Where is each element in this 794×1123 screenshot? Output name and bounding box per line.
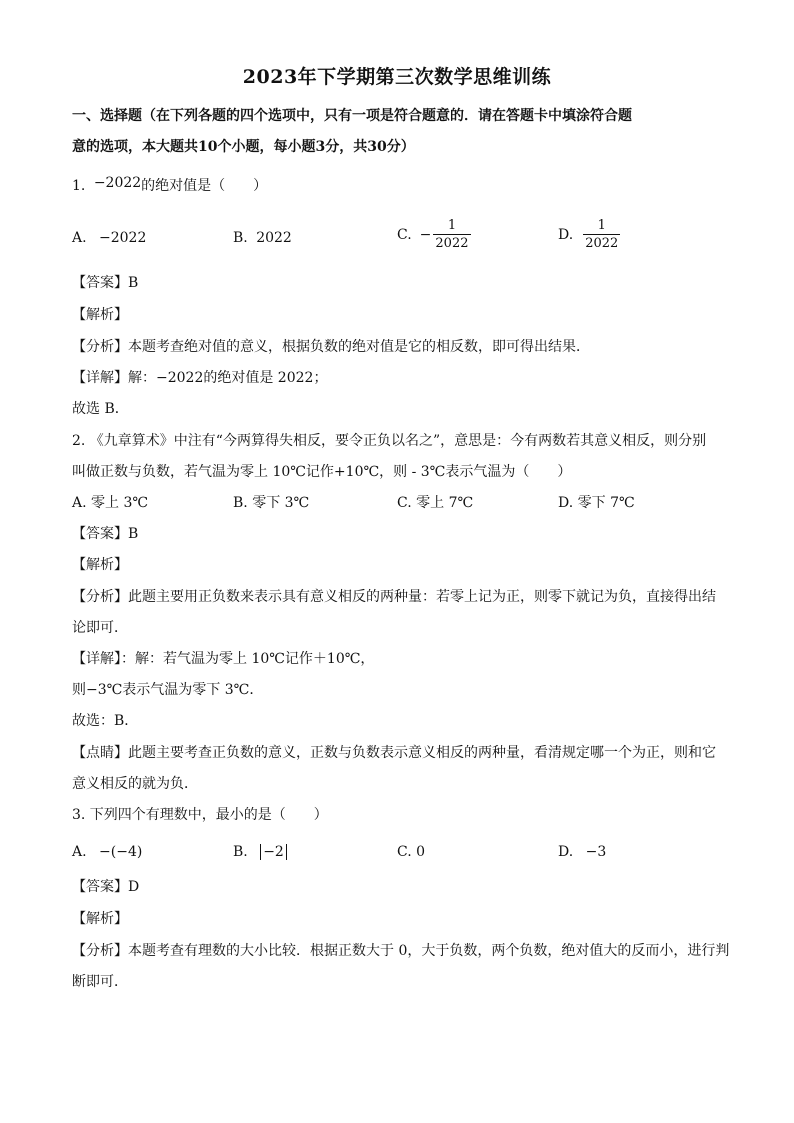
question-1-option-b	[233, 228, 292, 248]
fraction-denominator: 2022	[585, 236, 619, 251]
option-label: D.	[558, 226, 574, 243]
question-1-stem	[72, 176, 267, 196]
question-2-analysis-line-2: 论即可．	[72, 620, 128, 636]
section-heading-line-2: 意的选项，本大题共10个小题，每小题3分，共30分）	[72, 139, 415, 155]
question-2-option-b: B. 零下 3℃	[233, 495, 310, 511]
question-1-detail: 【详解】解：−2022的绝对值是 2022；	[72, 370, 328, 386]
option-value: −3	[585, 844, 607, 860]
option-label: A.	[72, 844, 87, 860]
section-heading-line-1: 一、选择题（在下列各题的四个选项中，只有一项是符合题意的．请在答题卡中填涂符合题	[72, 108, 632, 124]
question-2-note-line-1: 【点睛】此题主要考查正负数的意义，正数与负数表示意义相反的两种量，看清规定哪一个为正，则和它	[72, 745, 716, 761]
question-2-conclusion: 故选：B．	[72, 713, 139, 729]
option-label: B.	[233, 230, 248, 246]
question-3-analysis-line-1: 【分析】本题考查有理数的大小比较．根据正数大于 0，大于负数，两个负数，绝对值大的反而小，进行判	[72, 943, 730, 959]
question-2-detail-line-2: 则−3℃表示气温为零下 3℃．	[72, 682, 264, 698]
question-1-answer: 【答案】B	[72, 275, 139, 291]
question-2-stem-line-2: 叫做正数与负数，若气温为零上 10℃记作+10℃，则 - 3℃表示气温为（ ）	[72, 464, 572, 480]
question-2-stem-line-1: 2. 《九章算术》中注有“今两算得失相反，要令正负以名之”，意思是：今有两数若其意义相反，则分别	[72, 433, 707, 449]
option-value: −(−4)	[99, 844, 143, 860]
option-sign: −	[419, 226, 432, 243]
option-label: A.	[72, 230, 87, 246]
question-1-option-a	[72, 228, 146, 248]
question-1-number: 1.	[72, 178, 86, 194]
question-3-stem: 3. 下列四个有理数中，最小的是（ ）	[72, 807, 328, 823]
question-1-analysis-heading: 【解析】	[72, 307, 128, 323]
question-3-answer: 【答案】D	[72, 879, 140, 895]
question-1-option-c	[397, 217, 471, 252]
page-title: 2023年下学期第三次数学思维训练	[242, 66, 552, 88]
question-2-option-a: A. 零上 3℃	[72, 495, 149, 511]
question-2-option-d: D. 零下 7℃	[558, 495, 635, 511]
fraction-numerator: 1	[597, 218, 606, 233]
question-1-option-d	[558, 217, 620, 252]
option-label: B.	[233, 844, 248, 860]
option-value: −2022	[99, 230, 147, 246]
question-1-expression: −2022	[93, 175, 142, 191]
fraction	[433, 217, 470, 252]
question-3-analysis-line-2: 断即可．	[72, 974, 128, 990]
question-3-option-c: C. 0	[397, 844, 426, 860]
question-2-option-c: C. 零上 7℃	[397, 495, 474, 511]
question-3-analysis-heading: 【解析】	[72, 911, 128, 927]
absolute-value-expression: −2	[260, 844, 287, 860]
question-2-note-line-2: 意义相反的就为负．	[72, 776, 198, 792]
question-2-detail-line-1: 【详解】：解：若气温为零上 10℃记作＋10℃，	[72, 651, 375, 667]
question-3-option-b	[233, 842, 287, 862]
question-2-analysis-heading: 【解析】	[72, 557, 128, 573]
question-3-option-a	[72, 842, 142, 862]
option-label: D.	[558, 844, 574, 860]
fraction	[583, 217, 620, 252]
question-3-option-d	[558, 842, 606, 862]
question-2-answer: 【答案】B	[72, 526, 139, 542]
option-value: 2022	[256, 230, 292, 246]
fraction-denominator: 2022	[435, 236, 469, 251]
question-1-conclusion: 故选 B．	[72, 401, 129, 417]
question-2-analysis-line-1: 【分析】此题主要用正负数来表示具有意义相反的两种量：若零上记为正，则零下就记为负，直接得出结	[72, 589, 716, 605]
question-1-analysis: 【分析】本题考查绝对值的意义，根据负数的绝对值是它的相反数，即可得出结果．	[72, 339, 590, 355]
option-label: C.	[397, 226, 412, 243]
question-1-text: 的绝对值是（ ）	[141, 178, 268, 194]
fraction-numerator: 1	[447, 218, 457, 233]
